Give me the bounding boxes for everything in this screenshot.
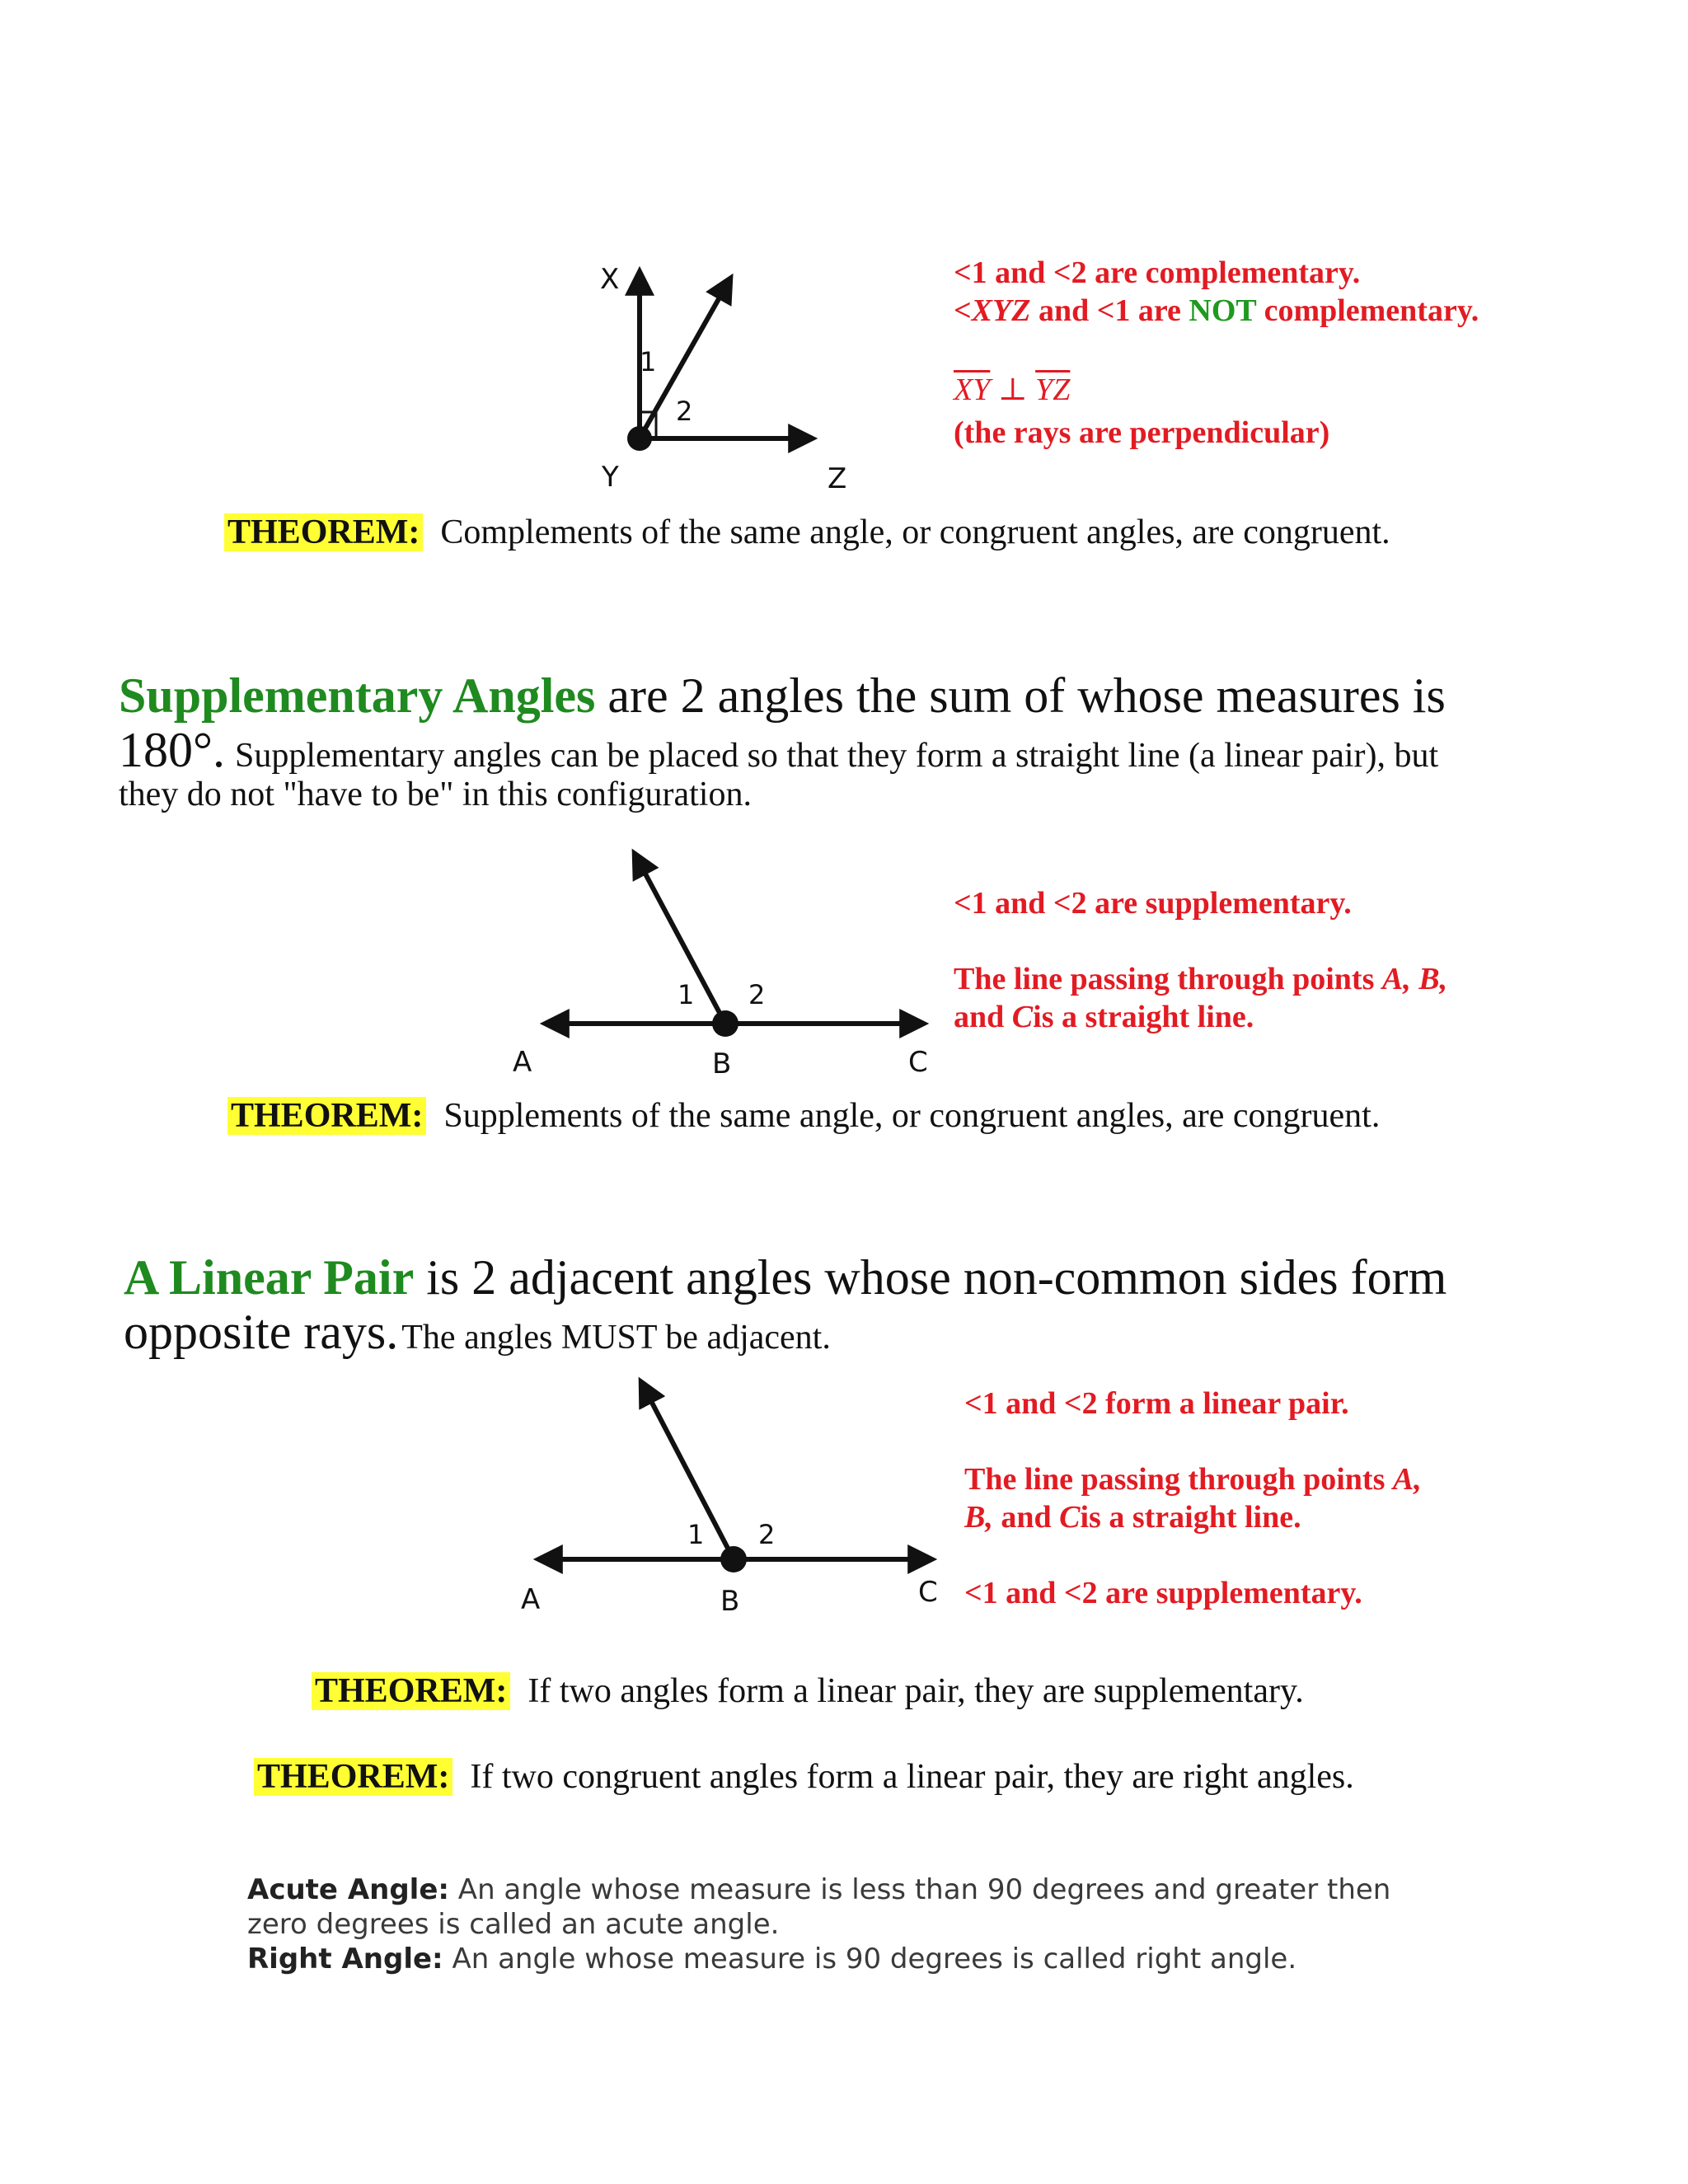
- complementary-notes: [954, 254, 1662, 452]
- complementary-note-2: <XYZ and <1 are NOT complementary.: [954, 293, 1479, 328]
- theorem-label: THEOREM:: [312, 1672, 510, 1710]
- linear-pair-diagram: [503, 1372, 964, 1628]
- right-angle-definition: Right Angle: An angle whose measure is 90 degrees is called right angle.: [247, 1943, 1297, 1975]
- acute-angle-definition: Acute Angle: An angle whose measure is less than 90 degrees and greater then: [247, 1873, 1391, 1906]
- supplementary-extra-2: they do not "have to be" in this configuration.: [119, 776, 752, 813]
- linear-pair-line2: opposite rays.: [124, 1305, 399, 1359]
- supplementary-heading: [119, 666, 1569, 816]
- perpendicular-note: (the rays are perpendicular): [954, 415, 1330, 450]
- acute-angle-definition-2: zero degrees is called an acute angle.: [247, 1908, 780, 1941]
- theorem-label: THEOREM:: [254, 1758, 452, 1796]
- theorem-text: If two angles form a linear pair, they are supplementary.: [528, 1672, 1304, 1710]
- supplementary-note-1: <1 and <2 are supplementary.: [954, 886, 1352, 921]
- label-a: A: [513, 1046, 532, 1079]
- linear-pair-definition: is 2 adjacent angles whose non-common sides form: [414, 1250, 1447, 1305]
- supplementary-notes: [954, 884, 1662, 1036]
- linear-pair-note-4: <1 and <2 are supplementary.: [964, 1576, 1362, 1610]
- angle-definitions: [247, 1872, 1484, 1976]
- supplementary-note-3: and Cis a straight line.: [954, 1000, 1254, 1034]
- supplementary-diagram: [495, 832, 956, 1080]
- theorem-label: THEOREM:: [224, 513, 423, 551]
- degrees-value: 180°.: [119, 723, 225, 777]
- linear-pair-note-1: <1 and <2 form a linear pair.: [964, 1386, 1349, 1421]
- theorem-linear-pair: [312, 1670, 1304, 1713]
- theorem-complements: [224, 511, 1390, 554]
- vertex-y: [627, 426, 652, 451]
- acute-angle-label: Acute Angle:: [247, 1873, 449, 1906]
- theorem-supplements: [227, 1094, 1380, 1137]
- theorem-right-angles: [254, 1755, 1354, 1798]
- label-a: A: [521, 1583, 541, 1616]
- xyz-label: XYZ: [971, 293, 1031, 328]
- label-angle-2: 2: [676, 396, 693, 427]
- theorem-label: THEOREM:: [227, 1097, 426, 1135]
- linear-pair-notes: [964, 1385, 1673, 1612]
- theorem-text: Supplements of the same angle, or congruent angles, are congruent.: [443, 1097, 1381, 1135]
- label-c: C: [908, 1046, 928, 1079]
- label-angle-1: 1: [687, 1519, 705, 1550]
- right-angle-label: Right Angle:: [247, 1943, 443, 1975]
- label-b: B: [720, 1585, 740, 1618]
- vertex-b: [720, 1546, 747, 1572]
- theorem-text: If two congruent angles form a linear pair, they are right angles.: [470, 1758, 1354, 1796]
- theorem-text: Complements of the same angle, or congruent angles, are congruent.: [440, 513, 1390, 551]
- complementary-diagram: [577, 247, 874, 494]
- supplementary-note-2: The line passing through points A, B,: [954, 962, 1448, 996]
- linear-pair-extra: The angles MUST be adjacent.: [401, 1319, 831, 1357]
- label-angle-1: 1: [640, 346, 657, 377]
- segment-yz: $\overline{YZ}$: [1035, 373, 1071, 407]
- segment-xy: $\overline{XY}$: [954, 373, 991, 407]
- supplementary-definition: are 2 angles the sum of whose measures is: [595, 668, 1446, 723]
- supplementary-extra-1: Supplementary angles can be placed so that they form a straight line (a linear pair), but: [235, 737, 1439, 775]
- perpendicular-symbol: ⊥: [997, 373, 1028, 407]
- label-y: Y: [602, 461, 619, 494]
- supplementary-term: Supplementary Angles: [119, 668, 596, 723]
- label-b: B: [712, 1047, 732, 1080]
- perpendicular-statement: [954, 371, 1662, 409]
- linear-pair-note-3: B, and Cis a straight line.: [964, 1500, 1301, 1535]
- label-angle-2: 2: [748, 979, 766, 1010]
- complementary-note-1: <1 and <2 are complementary.: [954, 255, 1361, 290]
- label-angle-1: 1: [678, 979, 695, 1010]
- label-c: C: [918, 1576, 938, 1609]
- label-z: Z: [828, 462, 847, 494]
- label-x: X: [600, 263, 620, 296]
- not-word: NOT: [1189, 293, 1257, 328]
- linear-pair-note-2: The line passing through points A,: [964, 1462, 1422, 1497]
- vertex-b: [712, 1010, 738, 1037]
- linear-pair-heading: [124, 1248, 1574, 1361]
- linear-pair-term: A Linear Pair: [124, 1250, 415, 1305]
- label-angle-2: 2: [758, 1519, 776, 1550]
